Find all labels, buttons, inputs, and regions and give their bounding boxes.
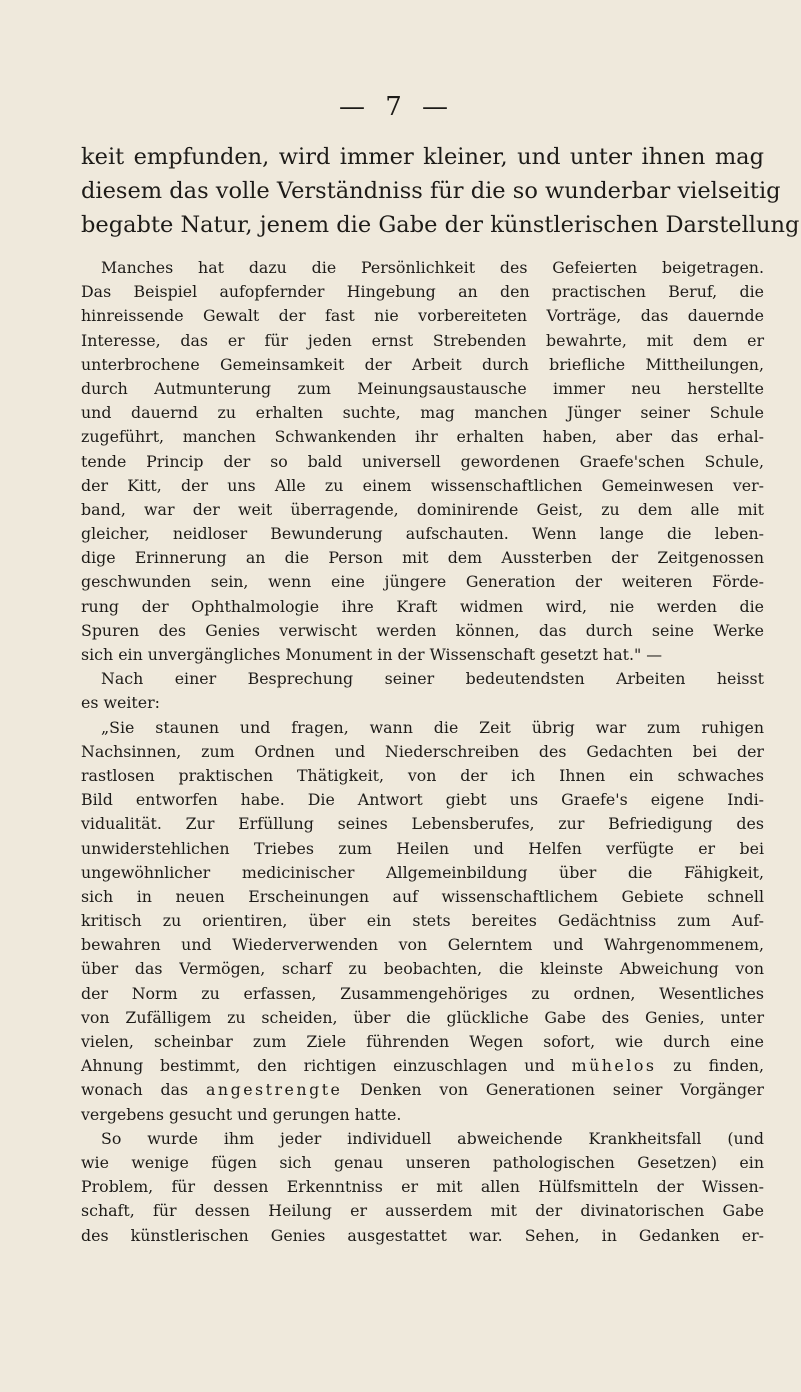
text-line: es weiter: [81, 693, 160, 713]
text-line: geschwunden sein, wenn eine jüngere Generation der weiteren Förde- [81, 572, 764, 592]
text-line: der Kitt, der uns Alle zu einem wissenschaftlichen Gemeinwesen ver- [81, 475, 764, 495]
text-line: keit empfunden, wird immer kleiner, und unter ihnen mag [81, 144, 764, 170]
text-line: Nachsinnen, zum Ordnen und Niederschreiben des Gedachten bei der [81, 741, 764, 761]
text-line: von Zufälligem zu scheiden, über die glückliche Gabe des Genies, unter [81, 1007, 764, 1027]
text-line: und dauernd zu erhalten suchte, mag manchen Jünger seiner Schule [81, 403, 764, 423]
text-segment: Ahnung bestimmt, den richtigen einzuschlagen und [81, 1056, 555, 1076]
page-number: — 7 — [338, 92, 455, 122]
text-line: des künstlerischen Genies ausgestattet war. Sehen, in Gedanken er- [81, 1225, 764, 1245]
text-line: band, war der weit überragende, dominirende Geist, zu dem alle mit [81, 499, 764, 519]
large-print-paragraph-end [81, 140, 800, 242]
text-line: vergebens gesucht und gerungen hatte. [81, 1104, 402, 1124]
text-line: unwiderstehlichen Triebes zum Heilen und Helfen verfügte er bei [81, 838, 764, 858]
spaced-emphasis: mühelos [571, 1056, 657, 1076]
text-line [81, 1078, 764, 1102]
text-line: schaft, für dessen Heilung er ausserdem mit der divinatorischen Gabe [81, 1201, 764, 1221]
text-line: durch Autmunterung zum Meinungsaustausche immer neu herstellte [81, 378, 764, 398]
text-line [81, 1054, 764, 1078]
text-line: Bild entworfen habe. Die Antwort giebt uns Graefe's eigene Indi- [81, 790, 764, 810]
text-line: diesem das volle Verständniss für die so wunderbar vielseitig [81, 178, 781, 204]
text-line: So wurde ihm jeder individuell abweichende Krankheitsfall (und [101, 1128, 764, 1148]
quoted-text-block [81, 256, 764, 1248]
text-line: hinreissende Gewalt der fast nie vorbereiteten Vorträge, das dauernde [81, 306, 764, 326]
text-line: kritisch zu orientiren, über ein stets bereites Gedächtniss zum Auf- [81, 911, 764, 931]
text-line: der Norm zu erfassen, Zusammengehöriges zu ordnen, Wesentliches [81, 983, 764, 1003]
text-line: Das Beispiel aufopfernder Hingebung an den practischen Beruf, die [81, 282, 764, 302]
text-line: unterbrochene Gemeinsamkeit der Arbeit durch briefliche Mittheilungen, [81, 354, 764, 374]
text-line: über das Vermögen, scharf zu beobachten, die kleinste Abweichung von [81, 959, 764, 979]
text-line: sich ein unvergängliches Monument in der Wissenschaft gesetzt hat." — [81, 645, 663, 664]
spaced-emphasis: angestrengte [206, 1080, 343, 1100]
text-segment: zu finden, [673, 1056, 764, 1076]
text-line: gleicher, neidloser Bewunderung aufschauten. Wenn lange die leben- [81, 524, 764, 544]
text-line: zugeführt, manchen Schwankenden ihr erhalten haben, aber das erhal- [81, 427, 764, 447]
text-line: tende Princip der so bald universell gewordenen Graefe'schen Schule, [81, 451, 764, 471]
text-line: rung der Ophthalmologie ihre Kraft widmen wird, nie werden die [81, 596, 764, 616]
text-line: Nach einer Besprechung seiner bedeutendsten Arbeiten heisst [101, 669, 764, 689]
text-line: ungewöhnlicher medicinischer Allgemeinbildung über die Fähigkeit, [81, 862, 764, 882]
text-segment: Denken von Generationen seiner Vorgänger [360, 1080, 764, 1100]
text-line: „Sie staunen und fragen, wann die Zeit übrig war zum ruhigen [101, 717, 764, 737]
text-line: bewahren und Wiederverwenden von Gelerntem und Wahrgenommenem, [81, 935, 764, 955]
text-line: vidualität. Zur Erfüllung seines Lebensberufes, zur Befriedigung des [81, 814, 764, 834]
text-line: vielen, scheinbar zum Ziele führenden Wegen sofort, wie durch eine [81, 1032, 764, 1051]
text-line: Spuren des Genies verwischt werden können, das durch seine Werke [81, 620, 764, 640]
text-line: rastlosen praktischen Thätigkeit, von der ich Ihnen ein schwaches [81, 765, 764, 785]
text-line: Interesse, das er für jeden ernst Strebenden bewahrte, mit dem er [81, 330, 764, 350]
text-line: sich in neuen Erscheinungen auf wissenschaftlichem Gebiete schnell [81, 886, 764, 906]
text-line: Problem, für dessen Erkenntniss er mit allen Hülfsmitteln der Wissen- [81, 1177, 764, 1197]
text-line: begabte Natur, jenem die Gabe der künstlerischen Darstellung [81, 212, 800, 238]
text-line: Manches hat dazu die Persönlichkeit des Gefeierten beigetragen. [101, 258, 764, 277]
text-line: dige Erinnerung an die Person mit dem Aussterben der Zeitgenossen [81, 548, 764, 568]
text-line: wie wenige fügen sich genau unseren pathologischen Gesetzen) ein [81, 1152, 764, 1172]
text-segment: wonach das [81, 1080, 189, 1100]
